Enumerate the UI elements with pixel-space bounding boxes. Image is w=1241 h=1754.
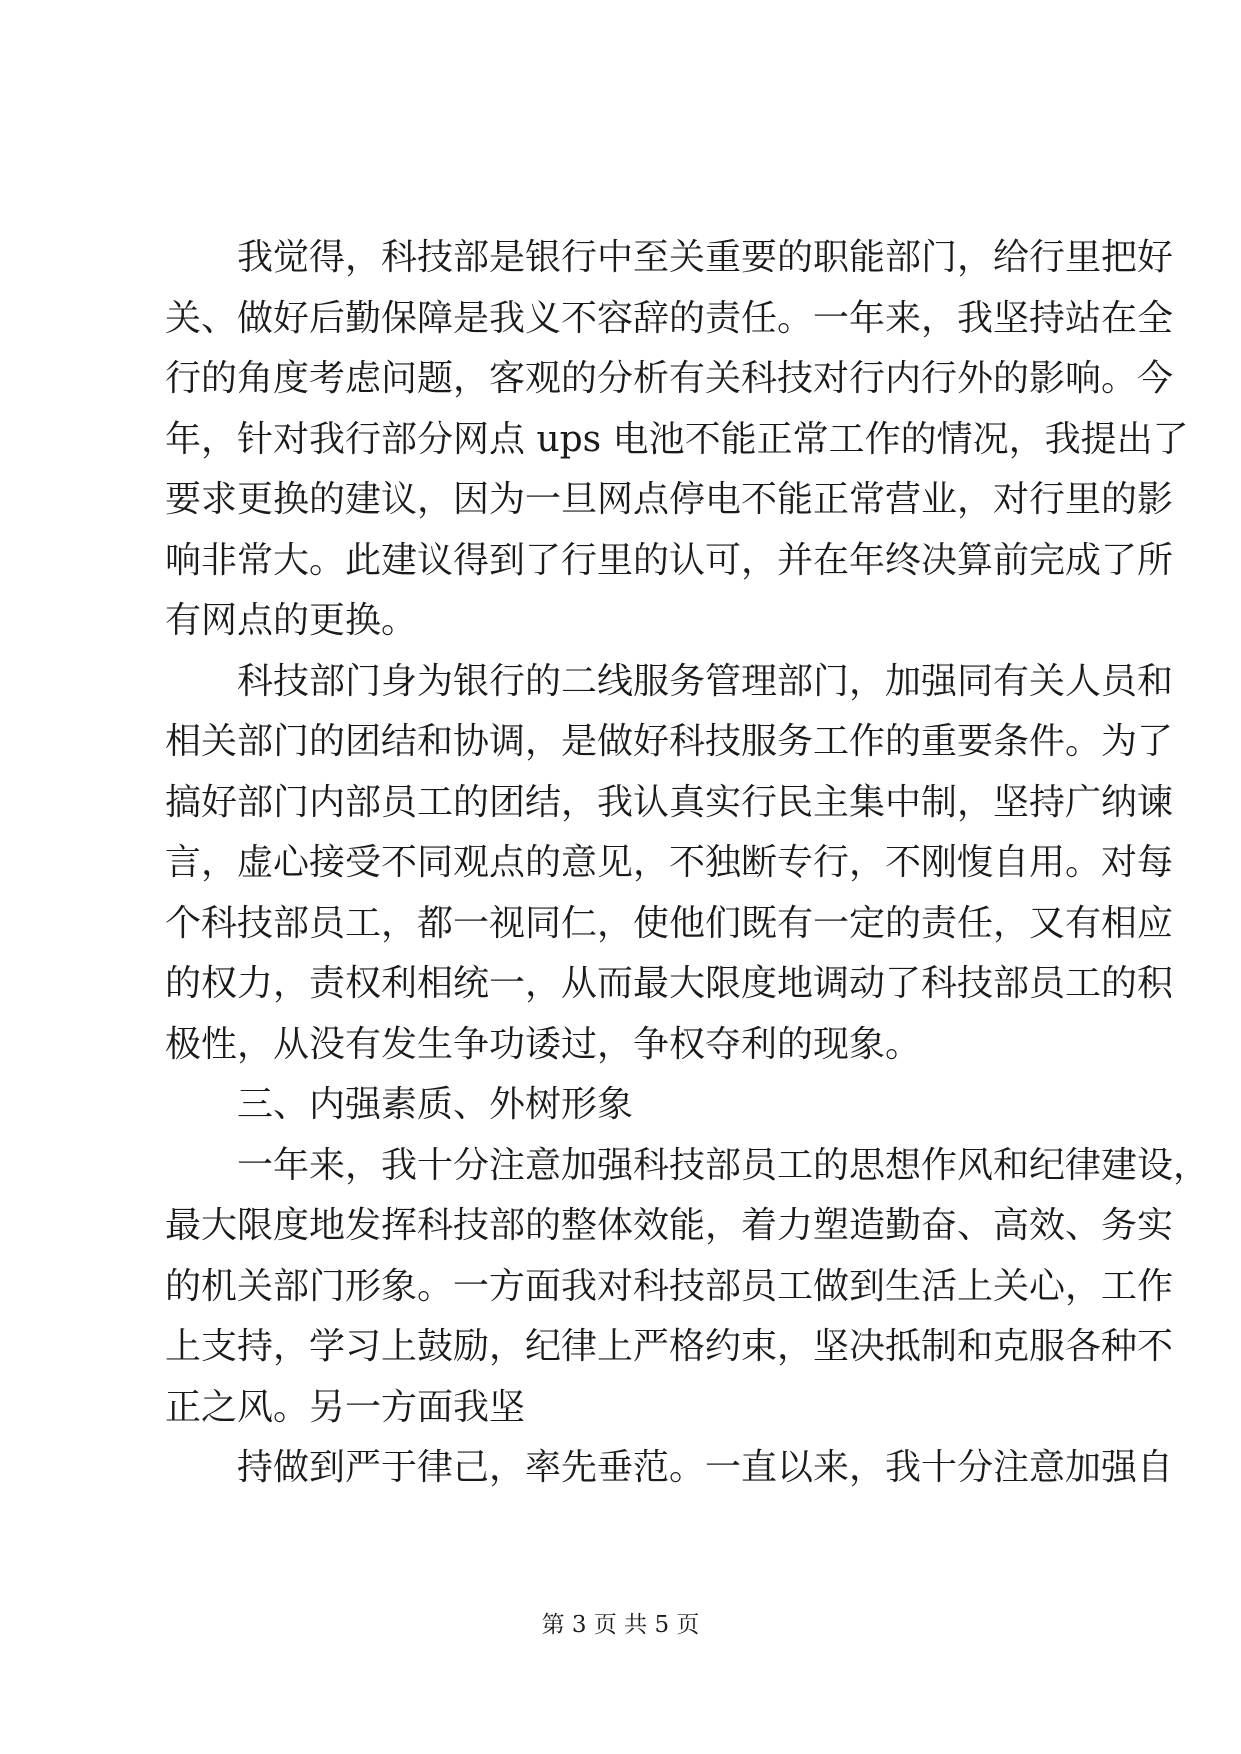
text-line: 科技部门身为银行的二线服务管理部门，加强同有关人员和 <box>237 660 1174 702</box>
text-line: 言，虚心接受不同观点的意见，不独断专行，不刚愎自用。对每 <box>165 842 1174 883</box>
text-line: 最大限度地发挥科技部的整体效能，着力塑造勤奋、高效、务实 <box>165 1205 1174 1246</box>
page-number-footer: 第 3 页 共 5 页 <box>541 1612 700 1638</box>
paragraph-3 <box>165 1136 1210 1439</box>
document-body <box>165 228 1210 1499</box>
text-line: 一年来，我十分注意加强科技部员工的思想作风和纪律建设， <box>237 1144 1210 1186</box>
text-line: 上支持，学习上鼓励，纪律上严格约束，坚决抵制和克服各种不 <box>165 1326 1174 1367</box>
section-heading <box>165 1075 1085 1136</box>
text-line: 相关部门的团结和协调，是做好科技服务工作的重要条件。为了 <box>165 721 1174 762</box>
paragraph-2 <box>165 652 1174 1076</box>
text-line: 要求更换的建议，因为一旦网点停电不能正常营业，对行里的影 <box>165 479 1174 520</box>
paragraph-1 <box>165 228 1189 652</box>
text-line: 个科技部员工，都一视同仁，使他们既有一定的责任，又有相应 <box>165 902 1174 944</box>
text-line: 持做到严于律己，率先垂范。一直以来，我十分注意加强自 <box>237 1447 1174 1488</box>
text-line: 行的角度考虑问题，客观的分析有关科技对行内行外的影响。今 <box>165 358 1174 399</box>
text-line: 我觉得，科技部是银行中至关重要的职能部门，给行里把好 <box>237 237 1174 278</box>
text-line: 关、做好后勤保障是我义不容辞的责任。一年来，我坚持站在全 <box>165 297 1174 339</box>
text-line: 的权力，责权利相统一，从而最大限度地调动了科技部员工的积 <box>165 963 1174 1004</box>
text-line: 年，针对我行部分网点 ups 电池不能正常工作的情况，我提出了 <box>165 418 1189 460</box>
text-line: 响非常大。此建议得到了行里的认可，并在年终决算前完成了所 <box>165 539 1174 581</box>
text-line: 正之风。另一方面我坚 <box>165 1386 526 1428</box>
text-line: 有网点的更换。 <box>165 600 418 641</box>
text-line: 的机关部门形象。一方面我对科技部员工做到生活上关心，工作 <box>165 1265 1174 1307</box>
heading-text: 三、内强素质、外树形象 <box>237 1084 634 1125</box>
text-line: 极性，从没有发生争功诿过，争权夺利的现象。 <box>165 1023 922 1065</box>
paragraph-4 <box>165 1438 1174 1499</box>
text-line: 搞好部门内部员工的团结，我认真实行民主集中制，坚持广纳谏 <box>165 781 1174 823</box>
